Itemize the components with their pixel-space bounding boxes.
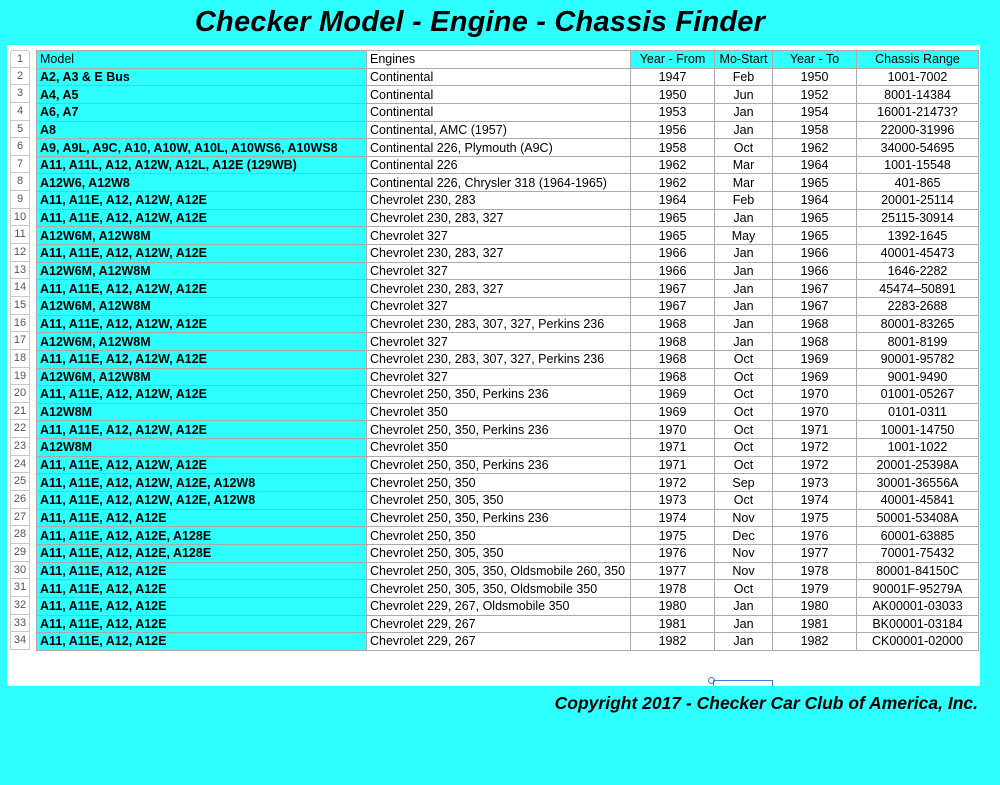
cell-chassis-range[interactable]: BK00001-03184: [857, 615, 979, 633]
row-number[interactable]: 18: [10, 350, 30, 368]
cell-model[interactable]: A11, A11E, A12, A12E: [37, 562, 367, 580]
cell-model[interactable]: A9, A9L, A9C, A10, A10W, A10L, A10WS6, A10WS8: [37, 139, 367, 157]
cell-model[interactable]: A11, A11E, A12, A12E, A128E: [37, 544, 367, 562]
cell-model[interactable]: A11, A11E, A12, A12W, A12E: [37, 280, 367, 298]
table-row: [37, 580, 979, 598]
table-row: [37, 103, 979, 121]
row-number[interactable]: 14: [10, 279, 30, 297]
chassis-table: [36, 50, 979, 651]
cell-engines[interactable]: Continental 226, Plymouth (A9C): [367, 139, 631, 157]
cell-year-from[interactable]: 1953: [631, 103, 715, 121]
cell-year-from[interactable]: 1970: [631, 421, 715, 439]
cell-engines[interactable]: Chevrolet 250, 350: [367, 474, 631, 492]
table-row: [37, 262, 979, 280]
row-number[interactable]: 16: [10, 315, 30, 333]
cell-year-to[interactable]: 1974: [773, 492, 857, 510]
cell-engines[interactable]: Chevrolet 327: [367, 227, 631, 245]
spreadsheet-panel: [7, 45, 980, 686]
cell-mo-start[interactable]: Jan: [715, 297, 773, 315]
copyright-footer: Copyright 2017 - Checker Car Club of America, Inc.: [554, 693, 978, 713]
row-number[interactable]: 34: [10, 632, 30, 650]
cell-model[interactable]: A12W8M: [37, 439, 367, 457]
cell-engines[interactable]: Chevrolet 250, 305, 350: [367, 544, 631, 562]
cell-mo-start[interactable]: Nov: [715, 562, 773, 580]
cell-engines[interactable]: Chevrolet 230, 283, 327: [367, 245, 631, 263]
cell-engines[interactable]: Continental: [367, 86, 631, 104]
cell-mo-start[interactable]: Feb: [715, 68, 773, 86]
cell-chassis-range[interactable]: 1001-1022: [857, 439, 979, 457]
row-number-column: [10, 50, 30, 650]
cell-engines[interactable]: Chevrolet 250, 350, Perkins 236: [367, 421, 631, 439]
row-number[interactable]: 25: [10, 473, 30, 491]
table-row: [37, 227, 979, 245]
table-row: [37, 280, 979, 298]
cell-year-to[interactable]: 1965: [773, 209, 857, 227]
row-number[interactable]: 26: [10, 491, 30, 509]
cell-selection-box[interactable]: [713, 680, 773, 686]
cell-engines[interactable]: Chevrolet 230, 283, 307, 327, Perkins 236: [367, 315, 631, 333]
cell-year-to[interactable]: 1964: [773, 192, 857, 210]
cell-chassis-range[interactable]: 8001-8199: [857, 333, 979, 351]
row-number[interactable]: 4: [10, 103, 30, 121]
cell-chassis-range[interactable]: 1646-2282: [857, 262, 979, 280]
table-row: [37, 139, 979, 157]
cell-year-to[interactable]: 1965: [773, 227, 857, 245]
cell-year-to[interactable]: 1978: [773, 562, 857, 580]
cell-model[interactable]: A6, A7: [37, 103, 367, 121]
cell-year-to[interactable]: 1979: [773, 580, 857, 598]
cell-model[interactable]: A8: [37, 121, 367, 139]
cell-year-to[interactable]: 1970: [773, 403, 857, 421]
table-row: [37, 209, 979, 227]
cell-mo-start[interactable]: Oct: [715, 350, 773, 368]
cell-model[interactable]: A11, A11E, A12, A12E: [37, 633, 367, 651]
page-title: Checker Model - Engine - Chassis Finder: [194, 6, 766, 38]
cell-year-from[interactable]: 1965: [631, 209, 715, 227]
cell-model[interactable]: A11, A11E, A12, A12W, A12E: [37, 192, 367, 210]
row-number[interactable]: 27: [10, 509, 30, 527]
header-engines[interactable]: Engines: [367, 51, 631, 69]
cell-year-to[interactable]: 1972: [773, 439, 857, 457]
cell-mo-start[interactable]: Oct: [715, 492, 773, 510]
header-year-to[interactable]: Year - To: [773, 51, 857, 69]
cell-model[interactable]: A11, A11E, A12, A12W, A12E: [37, 209, 367, 227]
cell-year-to[interactable]: 1973: [773, 474, 857, 492]
cell-engines[interactable]: Chevrolet 229, 267: [367, 615, 631, 633]
table-row: [37, 562, 979, 580]
row-number[interactable]: 32: [10, 597, 30, 615]
cell-mo-start[interactable]: Mar: [715, 174, 773, 192]
row-number[interactable]: 22: [10, 420, 30, 438]
cell-engines[interactable]: Chevrolet 350: [367, 403, 631, 421]
cell-year-to[interactable]: 1969: [773, 368, 857, 386]
cell-mo-start[interactable]: Oct: [715, 421, 773, 439]
cell-year-to[interactable]: 1971: [773, 421, 857, 439]
cell-mo-start[interactable]: Oct: [715, 386, 773, 404]
header-model[interactable]: Model: [37, 51, 367, 69]
table-row: [37, 456, 979, 474]
cell-engines[interactable]: Chevrolet 230, 283, 327: [367, 280, 631, 298]
cell-mo-start[interactable]: Sep: [715, 474, 773, 492]
cell-year-from[interactable]: 1966: [631, 262, 715, 280]
cell-year-from[interactable]: 1962: [631, 174, 715, 192]
row-number[interactable]: 1: [10, 50, 30, 68]
cell-engines[interactable]: Continental, AMC (1957): [367, 121, 631, 139]
cell-year-from[interactable]: 1981: [631, 615, 715, 633]
table-row: [37, 315, 979, 333]
cell-year-from[interactable]: 1976: [631, 544, 715, 562]
cell-model[interactable]: A11, A11E, A12, A12W, A12E: [37, 350, 367, 368]
cell-year-to[interactable]: 1950: [773, 68, 857, 86]
cell-year-from[interactable]: 1956: [631, 121, 715, 139]
row-number[interactable]: 28: [10, 526, 30, 544]
cell-year-from[interactable]: 1978: [631, 580, 715, 598]
cell-chassis-range[interactable]: 2283-2688: [857, 297, 979, 315]
cell-chassis-range[interactable]: 40001-45473: [857, 245, 979, 263]
cell-chassis-range[interactable]: 20001-25114: [857, 192, 979, 210]
cell-year-from[interactable]: 1977: [631, 562, 715, 580]
cell-model[interactable]: A12W6M, A12W8M: [37, 227, 367, 245]
table-row: [37, 421, 979, 439]
cell-engines[interactable]: Chevrolet 327: [367, 368, 631, 386]
cell-year-from[interactable]: 1971: [631, 439, 715, 457]
cell-year-to[interactable]: 1958: [773, 121, 857, 139]
cell-engines[interactable]: Chevrolet 250, 305, 350: [367, 492, 631, 510]
table-row: [37, 174, 979, 192]
cell-year-to[interactable]: 1962: [773, 139, 857, 157]
cell-year-to[interactable]: 1982: [773, 633, 857, 651]
cell-model[interactable]: A12W6M, A12W8M: [37, 262, 367, 280]
cell-model[interactable]: A11, A11E, A12, A12E: [37, 509, 367, 527]
table-row: [37, 350, 979, 368]
row-number[interactable]: 17: [10, 332, 30, 350]
cell-chassis-range[interactable]: 0101-0311: [857, 403, 979, 421]
row-number[interactable]: 7: [10, 156, 30, 174]
cell-model[interactable]: A11, A11E, A12, A12W, A12E: [37, 315, 367, 333]
table-row: [37, 368, 979, 386]
cell-chassis-range[interactable]: CK00001-02000: [857, 633, 979, 651]
table-row: [37, 68, 979, 86]
cell-chassis-range[interactable]: 80001-83265: [857, 315, 979, 333]
cell-engines[interactable]: Chevrolet 327: [367, 297, 631, 315]
cell-chassis-range[interactable]: 1392-1645: [857, 227, 979, 245]
cell-chassis-range[interactable]: 50001-53408A: [857, 509, 979, 527]
cell-mo-start[interactable]: Jan: [715, 333, 773, 351]
cell-mo-start[interactable]: Mar: [715, 156, 773, 174]
cell-chassis-range[interactable]: 16001-21473?: [857, 103, 979, 121]
cell-year-from[interactable]: 1968: [631, 350, 715, 368]
cell-year-from[interactable]: 1969: [631, 403, 715, 421]
cell-model[interactable]: A11, A11E, A12, A12W, A12E: [37, 456, 367, 474]
cell-engines[interactable]: Chevrolet 250, 350, Perkins 236: [367, 456, 631, 474]
row-number[interactable]: 15: [10, 297, 30, 315]
table-row: [37, 492, 979, 510]
cell-mo-start[interactable]: Oct: [715, 139, 773, 157]
cell-year-to[interactable]: 1980: [773, 597, 857, 615]
cell-chassis-range[interactable]: 22000-31996: [857, 121, 979, 139]
cell-mo-start[interactable]: Jan: [715, 262, 773, 280]
cell-year-to[interactable]: 1952: [773, 86, 857, 104]
cell-year-to[interactable]: 1977: [773, 544, 857, 562]
table-row: [37, 333, 979, 351]
row-number[interactable]: 8: [10, 173, 30, 191]
cell-engines[interactable]: Continental 226, Chrysler 318 (1964-1965): [367, 174, 631, 192]
header-chassis-range[interactable]: Chassis Range: [857, 51, 979, 69]
table-row: [37, 474, 979, 492]
cell-model[interactable]: A12W6, A12W8: [37, 174, 367, 192]
cell-mo-start[interactable]: Jan: [715, 209, 773, 227]
cell-engines[interactable]: Chevrolet 229, 267: [367, 633, 631, 651]
cell-chassis-range[interactable]: 9001-9490: [857, 368, 979, 386]
cell-model[interactable]: A12W8M: [37, 403, 367, 421]
row-number[interactable]: 21: [10, 403, 30, 421]
cell-year-to[interactable]: 1972: [773, 456, 857, 474]
cell-year-to[interactable]: 1966: [773, 262, 857, 280]
cell-year-from[interactable]: 1974: [631, 509, 715, 527]
cell-engines[interactable]: Chevrolet 250, 350: [367, 527, 631, 545]
cell-engines[interactable]: Chevrolet 230, 283, 307, 327, Perkins 236: [367, 350, 631, 368]
cell-model[interactable]: A11, A11E, A12, A12W, A12E, A12W8: [37, 492, 367, 510]
table-row: [37, 192, 979, 210]
cell-mo-start[interactable]: Jan: [715, 597, 773, 615]
table-row: [37, 297, 979, 315]
cell-year-to[interactable]: 1954: [773, 103, 857, 121]
header-year-from[interactable]: Year - From: [631, 51, 715, 69]
cell-year-to[interactable]: 1967: [773, 280, 857, 298]
cell-mo-start[interactable]: Dec: [715, 527, 773, 545]
cell-year-from[interactable]: 1975: [631, 527, 715, 545]
row-number[interactable]: 5: [10, 121, 30, 139]
cell-model[interactable]: A11, A11E, A12, A12E, A128E: [37, 527, 367, 545]
cell-mo-start[interactable]: May: [715, 227, 773, 245]
table-row: [37, 544, 979, 562]
cell-chassis-range[interactable]: AK00001-03033: [857, 597, 979, 615]
row-number[interactable]: 9: [10, 191, 30, 209]
cell-engines[interactable]: Chevrolet 327: [367, 333, 631, 351]
row-number[interactable]: 20: [10, 385, 30, 403]
cell-model[interactable]: A11, A11E, A12, A12W, A12E: [37, 245, 367, 263]
row-number[interactable]: 3: [10, 85, 30, 103]
row-number[interactable]: 30: [10, 562, 30, 580]
cell-year-from[interactable]: 1958: [631, 139, 715, 157]
cell-year-from[interactable]: 1968: [631, 333, 715, 351]
cell-year-from[interactable]: 1980: [631, 597, 715, 615]
cell-year-to[interactable]: 1964: [773, 156, 857, 174]
cell-engines[interactable]: Continental: [367, 103, 631, 121]
cell-model[interactable]: A2, A3 & E Bus: [37, 68, 367, 86]
table-row: [37, 403, 979, 421]
cell-year-to[interactable]: 1966: [773, 245, 857, 263]
cell-mo-start[interactable]: Jan: [715, 280, 773, 298]
row-number[interactable]: 19: [10, 368, 30, 386]
cell-chassis-range[interactable]: 45474–50891: [857, 280, 979, 298]
cell-year-from[interactable]: 1968: [631, 315, 715, 333]
cell-mo-start[interactable]: Jan: [715, 103, 773, 121]
cell-model[interactable]: A12W6M, A12W8M: [37, 297, 367, 315]
cell-chassis-range[interactable]: 30001-36556A: [857, 474, 979, 492]
cell-year-from[interactable]: 1967: [631, 280, 715, 298]
cell-year-from[interactable]: 1965: [631, 227, 715, 245]
cell-chassis-range[interactable]: 90001F-95279A: [857, 580, 979, 598]
cell-engines[interactable]: Chevrolet 229, 267, Oldsmobile 350: [367, 597, 631, 615]
cell-model[interactable]: A11, A11E, A12, A12W, A12E, A12W8: [37, 474, 367, 492]
table-row: [37, 597, 979, 615]
cell-year-to[interactable]: 1975: [773, 509, 857, 527]
cell-mo-start[interactable]: Oct: [715, 580, 773, 598]
cell-model[interactable]: A11, A11E, A12, A12W, A12E: [37, 421, 367, 439]
cell-mo-start[interactable]: Oct: [715, 439, 773, 457]
cell-year-to[interactable]: 1976: [773, 527, 857, 545]
cell-chassis-range[interactable]: 401-865: [857, 174, 979, 192]
cell-chassis-range[interactable]: 80001-84150C: [857, 562, 979, 580]
cell-year-from[interactable]: 1947: [631, 68, 715, 86]
cell-chassis-range[interactable]: 90001-95782: [857, 350, 979, 368]
cell-engines[interactable]: Chevrolet 230, 283, 327: [367, 209, 631, 227]
cell-mo-start[interactable]: Jan: [715, 633, 773, 651]
cell-model[interactable]: A12W6M, A12W8M: [37, 333, 367, 351]
row-number[interactable]: 31: [10, 579, 30, 597]
cell-year-from[interactable]: 1964: [631, 192, 715, 210]
cell-chassis-range[interactable]: 1001-7002: [857, 68, 979, 86]
cell-year-from[interactable]: 1966: [631, 245, 715, 263]
table-row: [37, 386, 979, 404]
table-row: [37, 633, 979, 651]
cell-year-from[interactable]: 1982: [631, 633, 715, 651]
cell-mo-start[interactable]: Jan: [715, 615, 773, 633]
cell-year-from[interactable]: 1962: [631, 156, 715, 174]
cell-model[interactable]: A12W6M, A12W8M: [37, 368, 367, 386]
cell-year-from[interactable]: 1971: [631, 456, 715, 474]
cell-model[interactable]: A11, A11L, A12, A12W, A12L, A12E (129WB): [37, 156, 367, 174]
cell-engines[interactable]: Chevrolet 250, 350, Perkins 236: [367, 509, 631, 527]
table-row: [37, 86, 979, 104]
table-row: [37, 121, 979, 139]
row-number[interactable]: 12: [10, 244, 30, 262]
cell-chassis-range[interactable]: 8001-14384: [857, 86, 979, 104]
cell-model[interactable]: A11, A11E, A12, A12E: [37, 597, 367, 615]
table-row: [37, 615, 979, 633]
cell-year-to[interactable]: 1968: [773, 333, 857, 351]
cell-engines[interactable]: Continental: [367, 68, 631, 86]
cell-chassis-range[interactable]: 60001-63885: [857, 527, 979, 545]
cell-year-to[interactable]: 1970: [773, 386, 857, 404]
table-row: [37, 527, 979, 545]
header-row: [37, 51, 979, 69]
cell-mo-start[interactable]: Feb: [715, 192, 773, 210]
cell-mo-start[interactable]: Jan: [715, 315, 773, 333]
cell-model[interactable]: A11, A11E, A12, A12E: [37, 615, 367, 633]
cell-mo-start[interactable]: Jan: [715, 121, 773, 139]
cell-year-to[interactable]: 1965: [773, 174, 857, 192]
cell-engines[interactable]: Continental 226: [367, 156, 631, 174]
cell-year-to[interactable]: 1981: [773, 615, 857, 633]
row-number[interactable]: 13: [10, 262, 30, 280]
cell-year-from[interactable]: 1969: [631, 386, 715, 404]
cell-mo-start[interactable]: Nov: [715, 544, 773, 562]
row-number[interactable]: 33: [10, 615, 30, 633]
cell-model[interactable]: A4, A5: [37, 86, 367, 104]
cell-chassis-range[interactable]: 1001-15548: [857, 156, 979, 174]
cell-year-from[interactable]: 1967: [631, 297, 715, 315]
cell-year-to[interactable]: 1968: [773, 315, 857, 333]
cell-engines[interactable]: Chevrolet 350: [367, 439, 631, 457]
cell-chassis-range[interactable]: 10001-14750: [857, 421, 979, 439]
row-number[interactable]: 29: [10, 544, 30, 562]
cell-chassis-range[interactable]: 25115-30914: [857, 209, 979, 227]
cell-mo-start[interactable]: Oct: [715, 403, 773, 421]
cell-chassis-range[interactable]: 20001-25398A: [857, 456, 979, 474]
row-number[interactable]: 2: [10, 68, 30, 86]
cell-mo-start[interactable]: Jun: [715, 86, 773, 104]
cell-mo-start[interactable]: Jan: [715, 245, 773, 263]
row-number[interactable]: 10: [10, 209, 30, 227]
cell-year-from[interactable]: 1972: [631, 474, 715, 492]
cell-year-to[interactable]: 1969: [773, 350, 857, 368]
row-number[interactable]: 24: [10, 456, 30, 474]
cell-chassis-range[interactable]: 01001-05267: [857, 386, 979, 404]
cell-engines[interactable]: Chevrolet 250, 350, Perkins 236: [367, 386, 631, 404]
cell-mo-start[interactable]: Nov: [715, 509, 773, 527]
table-row: [37, 245, 979, 263]
cell-engines[interactable]: Chevrolet 250, 305, 350, Oldsmobile 260, 350: [367, 562, 631, 580]
cell-model[interactable]: A11, A11E, A12, A12E: [37, 580, 367, 598]
cell-chassis-range[interactable]: 70001-75432: [857, 544, 979, 562]
cell-engines[interactable]: Chevrolet 327: [367, 262, 631, 280]
row-number[interactable]: 6: [10, 138, 30, 156]
cell-chassis-range[interactable]: 34000-54695: [857, 139, 979, 157]
cell-mo-start[interactable]: Oct: [715, 456, 773, 474]
cell-engines[interactable]: Chevrolet 230, 283: [367, 192, 631, 210]
table-row: [37, 509, 979, 527]
table-row: [37, 439, 979, 457]
cell-year-from[interactable]: 1950: [631, 86, 715, 104]
cell-mo-start[interactable]: Oct: [715, 368, 773, 386]
cell-year-to[interactable]: 1967: [773, 297, 857, 315]
cell-engines[interactable]: Chevrolet 250, 305, 350, Oldsmobile 350: [367, 580, 631, 598]
table-row: [37, 156, 979, 174]
header-mo-start[interactable]: Mo-Start: [715, 51, 773, 69]
row-number[interactable]: 11: [10, 226, 30, 244]
cell-year-from[interactable]: 1973: [631, 492, 715, 510]
cell-year-from[interactable]: 1968: [631, 368, 715, 386]
cell-model[interactable]: A11, A11E, A12, A12W, A12E: [37, 386, 367, 404]
row-number[interactable]: 23: [10, 438, 30, 456]
cell-chassis-range[interactable]: 40001-45841: [857, 492, 979, 510]
